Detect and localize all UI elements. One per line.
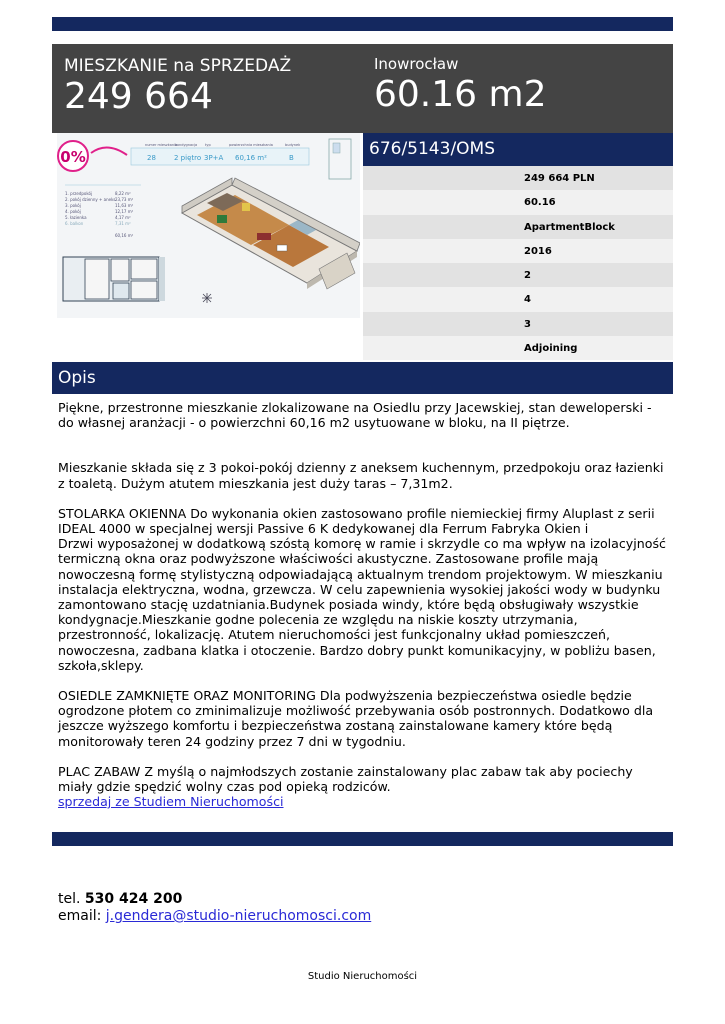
info-value: 2 piętro bbox=[174, 154, 202, 162]
listing-area: 60.16 m2 bbox=[374, 74, 547, 115]
info-label: typ bbox=[205, 143, 211, 147]
spec-value: 3 bbox=[524, 318, 531, 330]
description-body bbox=[58, 400, 670, 809]
offer-type: MIESZKANIE na SPRZEDAŻ bbox=[64, 56, 292, 76]
info-value: 3P+A bbox=[204, 154, 224, 162]
info-value: B bbox=[289, 154, 294, 162]
room-area: 11,63 m² bbox=[115, 203, 134, 208]
info-label: powierzchnia mieszkania bbox=[229, 143, 273, 147]
spec-value: Adjoining bbox=[524, 343, 578, 355]
info-label: numer mieszkania bbox=[145, 143, 178, 147]
floor-plan-image bbox=[57, 133, 360, 318]
email-line bbox=[58, 908, 371, 925]
spec-value: ApartmentBlock bbox=[524, 221, 615, 233]
description-paragraph: PLAC ZABAW Z myślą o najmłodszych zostanie zainstalowany plac zabaw tak aby pociechy miały gdzie spędzić wolny czas pod opieką rodziców. bbox=[58, 763, 633, 795]
spec-row bbox=[363, 239, 673, 263]
reference-number: 676/5143/OMS bbox=[369, 139, 496, 159]
room-name: 2. pokój dzienny + aneks bbox=[65, 197, 116, 202]
contact-block bbox=[58, 891, 371, 925]
phone-label: tel. bbox=[58, 891, 81, 907]
spec-value: 249 664 PLN bbox=[524, 173, 595, 184]
room-name: 4. pokój bbox=[65, 209, 81, 214]
spec-value: 60.16 bbox=[524, 197, 556, 209]
room-area: 8,22 m² bbox=[115, 191, 131, 196]
bottom-accent-bar bbox=[52, 832, 673, 846]
description-paragraph: Mieszkanie składa się z 3 pokoi-pokój dzienny z aneksem kuchennym, przedpokoju oraz łazienki z toaletą. Dużym atutem mieszkania jest duży taras – 7,31m2. bbox=[58, 460, 664, 491]
room-name: 5. łazienka bbox=[65, 215, 87, 220]
info-value: 60,16 m² bbox=[235, 154, 267, 162]
reference-bar bbox=[363, 133, 673, 166]
listing-price: 249 664 bbox=[64, 76, 213, 117]
agency-link[interactable]: sprzedaj ze Studiem Nieruchomości bbox=[58, 794, 284, 810]
email-link[interactable]: j.gendera@studio-nieruchomosci.com bbox=[105, 908, 372, 924]
info-label: budynek bbox=[285, 143, 301, 147]
description-paragraph: Piękne, przestronne mieszkanie zlokalizowane na Osiedlu przy Jacewskiej, stan deweloperski - do własnej aranżacji - o powierzchni 60,16 m2 usytuowane w bloku, na II piętrze. bbox=[58, 400, 652, 431]
phone-number: 530 424 200 bbox=[84, 891, 183, 907]
spec-row bbox=[363, 215, 673, 239]
spec-value: 2016 bbox=[524, 245, 552, 257]
description-paragraph: STOLARKA OKIENNA Do wykonania okien zastosowano profile niemieckiej firmy Aluplast z serii IDEAL 4000 w specjalnej wersji Passive 6 K dedykowanej dla Ferrum Fabryka Okien i Drzwi wyposażonej w dodatkową szóstą komorę w ramie i skrzydle co ma wpływ na izolacyjność termiczną okna oraz podwyższone właściwości akustyczne. Zastosowane profile mają nowoczesną formę stylistyczną odpowiadającą aktualnym trendom projektowym. W mieszkaniu instalacja elektryczna, wodna, grzewcza. W celu zapewnienia wysokiej jakości wody w budynku zamontowano stację uzdatniania.Budynek posiada windy, które będą obsługiwały wszystkie kondygnacje.Mieszkanie godne polecenia ze względu na niskie koszty utrzymania, przestronność, lokalizację. Atutem nieruchomości jest funkcjonalny układ pomieszczeń, nowoczesna, zadbana klatka i otoczenie. Bardzo dobry punkt komunikacyjny, w pobliżu basen, szkoła,sklepy. bbox=[58, 505, 666, 673]
description-title: Opis bbox=[58, 368, 96, 388]
listing-city: Inowrocław bbox=[374, 55, 459, 73]
room-area: 4,17 m² bbox=[115, 215, 131, 220]
listing-header bbox=[52, 44, 673, 133]
room-area: 12,17 m² bbox=[115, 209, 134, 214]
top-accent-bar bbox=[52, 17, 673, 31]
room-name: 3. pokój bbox=[65, 203, 81, 208]
phone-line bbox=[58, 891, 371, 908]
info-value: 28 bbox=[147, 154, 156, 162]
description-paragraph: OSIEDLE ZAMKNIĘTE ORAZ MONITORING Dla podwyższenia bezpieczeństwa osiedle będzie ogrodzone płotem co zminimalizuje możliwość przebywania osób postronnych. Dodatkowo dla jeszcze wyższego komfortu i bezpieczeństwa zostaną zainstalowane kamery które będą monitorowały teren 24 godziny przez 7 dni w tygodniu. bbox=[58, 688, 654, 749]
spec-value: 4 bbox=[524, 294, 531, 306]
description-header bbox=[52, 362, 673, 394]
info-label: kondygnacja bbox=[175, 143, 198, 147]
spec-row bbox=[363, 190, 673, 214]
spec-value: 2 bbox=[524, 270, 531, 282]
room-name: 6. balkon bbox=[65, 221, 84, 226]
spec-row bbox=[363, 336, 673, 360]
footer-agency-name: Studio Nieruchomości bbox=[307, 971, 418, 982]
spec-row bbox=[363, 263, 673, 287]
email-label: email: bbox=[58, 908, 102, 924]
spec-row bbox=[363, 312, 673, 336]
compass-icon bbox=[202, 293, 212, 303]
room-area: 23,73 m² bbox=[115, 197, 134, 202]
promo-badge-text: 0% bbox=[60, 148, 86, 166]
spec-row bbox=[363, 287, 673, 311]
spec-row bbox=[363, 166, 673, 190]
room-name: 1. przedpokój bbox=[65, 191, 93, 196]
room-total: 60,16 m² bbox=[115, 233, 134, 238]
room-area: 7,31 m² bbox=[115, 221, 131, 226]
spec-table bbox=[363, 166, 673, 360]
mini-floor-plan bbox=[63, 257, 165, 301]
